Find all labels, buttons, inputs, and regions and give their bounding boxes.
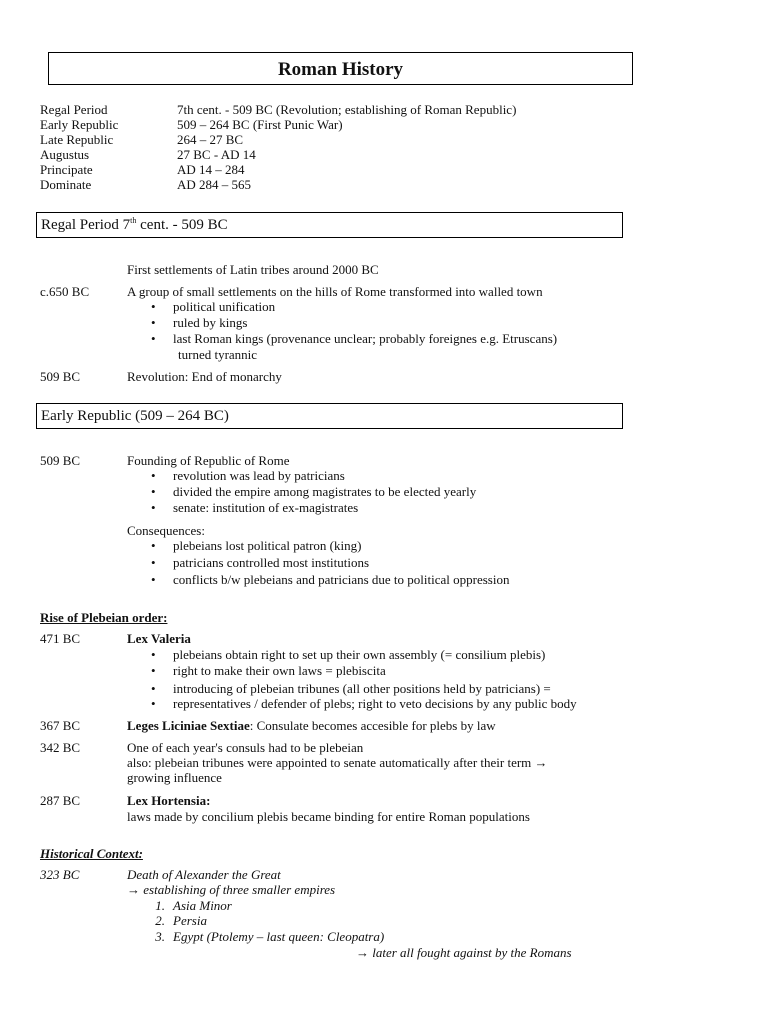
event-text: Leges Liciniae Sextiae: Consulate becomes accesible for plebs by law	[127, 718, 496, 733]
event-date: 323 BC	[40, 867, 80, 882]
event-date: 342 BC	[40, 740, 81, 755]
period-name: Regal Period	[40, 102, 108, 117]
title-box	[48, 52, 633, 85]
bullet-item: • plebeians obtain right to set up their own assembly (= consilium plebis)	[173, 647, 545, 663]
event-text: laws made by concilium plebis became binding for entire Roman populations	[127, 809, 530, 824]
numbered-item: 1. Asia Minor	[155, 898, 232, 913]
event-text: growing influence	[127, 770, 222, 785]
event-date: 509 BC	[40, 369, 81, 384]
period-name: Principate	[40, 162, 93, 177]
law-title: Lex Valeria	[127, 631, 191, 646]
subheading-plebeian: Rise of Plebeian order:	[40, 610, 168, 625]
section-heading-early-republic	[36, 403, 623, 429]
numbered-item: 2. Persia	[155, 913, 207, 928]
document-title: Roman History	[277, 59, 404, 80]
bullet-item: • plebeians lost political patron (king)	[173, 538, 361, 554]
law-title: Lex Hortensia:	[127, 793, 211, 808]
event-text: One of each year's consuls had to be plebeian	[127, 740, 364, 755]
period-dates: 27 BC - AD 14	[177, 147, 256, 162]
bullet-item: • last Roman kings (provenance unclear; probably foreignes e.g. Etruscans)	[173, 331, 557, 347]
event-text: A group of small settlements on the hills of Rome transformed into walled town	[127, 284, 543, 299]
consequences-label: Consequences:	[127, 523, 205, 538]
event-date: c.650 BC	[40, 284, 90, 299]
event-text: → establishing of three smaller empires	[127, 882, 336, 897]
bullet-item: • introducing of plebeian tribunes (all other positions held by patricians) =	[173, 681, 551, 697]
bullet-item: • revolution was lead by patricians	[173, 468, 345, 484]
section-heading-regal	[36, 212, 623, 238]
context-note: → later all fought against by the Romans	[356, 945, 572, 960]
bullet-item: • patricians controlled most institutions	[173, 555, 369, 571]
event-text: Revolution: End of monarchy	[127, 369, 282, 384]
section-title: Regal Period 7th cent. - 509 BC	[41, 216, 228, 233]
period-dates: 509 – 264 BC (First Punic War)	[177, 117, 343, 132]
period-name: Late Republic	[40, 132, 114, 147]
period-dates: AD 284 – 565	[177, 177, 252, 192]
event-text: Founding of Republic of Rome	[127, 453, 290, 468]
bullet-item: • conflicts b/w plebeians and patricians due to political oppression	[173, 572, 509, 588]
subheading-context: Historical Context:	[40, 846, 143, 861]
period-name: Early Republic	[40, 117, 119, 132]
event-date: 367 BC	[40, 718, 81, 733]
period-dates: 7th cent. - 509 BC (Revolution; establishing of Roman Republic)	[177, 102, 517, 117]
event-text: Death of Alexander the Great	[127, 867, 281, 882]
period-dates: AD 14 – 284	[177, 162, 245, 177]
period-name: Augustus	[40, 147, 90, 162]
regal-intro: First settlements of Latin tribes around 2000 BC	[127, 262, 379, 277]
bullet-continuation: turned tyrannic	[178, 347, 258, 362]
bullet-item: • divided the empire among magistrates to be elected yearly	[173, 484, 476, 500]
period-name: Dominate	[40, 177, 92, 192]
bullet-item: • political unification	[173, 299, 275, 315]
event-date: 287 BC	[40, 793, 81, 808]
numbered-item: 3. Egypt (Ptolemy – last queen: Cleopatra)	[155, 929, 385, 944]
bullet-item: • senate: institution of ex-magistrates	[173, 500, 358, 516]
bullet-item: • right to make their own laws = plebiscita	[173, 663, 386, 679]
section-title: Early Republic (509 – 264 BC)	[41, 408, 229, 424]
event-text: also: plebeian tribunes were appointed to senate automatically after their term →	[127, 755, 548, 770]
bullet-item: • ruled by kings	[173, 315, 247, 331]
event-date: 471 BC	[40, 631, 81, 646]
period-dates: 264 – 27 BC	[177, 132, 244, 147]
event-date: 509 BC	[40, 453, 81, 468]
